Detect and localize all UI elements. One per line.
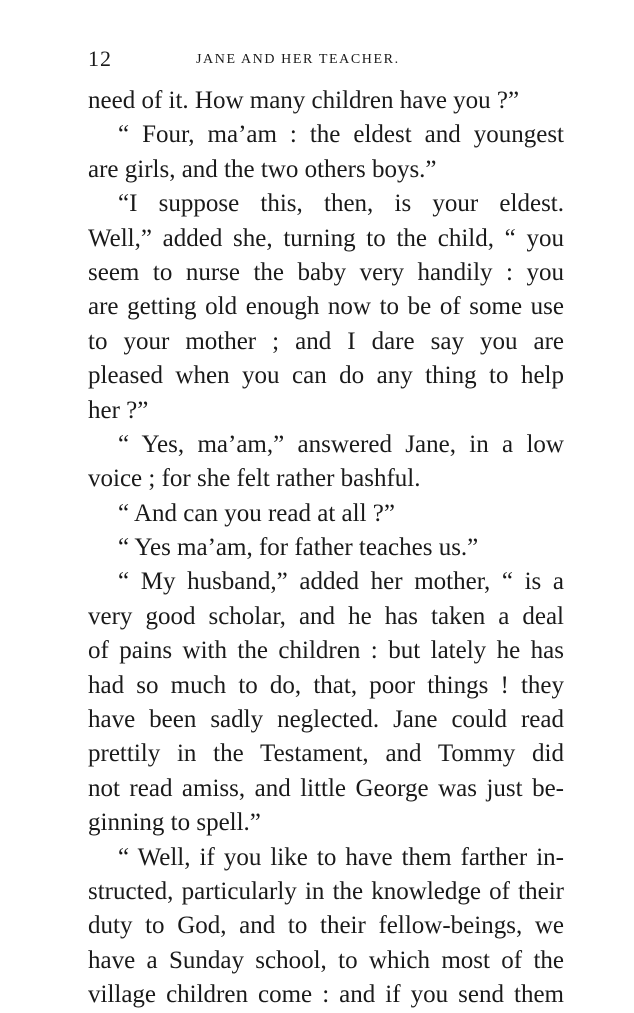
text-line: “ Yes ma’am, for father teaches us.” [118, 534, 479, 562]
text-line: had so much to do, that, poor things ! they [88, 671, 564, 699]
text-line: are girls, and the two others boys.” [88, 155, 437, 183]
text-line: structed, particularly in the knowledge of their [88, 877, 564, 905]
text-line: not read amiss, and little George was just be- [88, 774, 564, 802]
text-line: need of it. How many children have you ?” [88, 87, 520, 114]
running-head [88, 46, 564, 76]
text-line: voice ; for she felt rather bashful. [88, 465, 421, 493]
text-line: pleased when you can do any thing to help [88, 362, 564, 390]
text-line: very good scholar, and he has taken a deal [88, 602, 564, 630]
text-line: “ Well, if you like to have them farther in- [118, 843, 564, 871]
text-line: Well,” added she, turning to the child, “ you [88, 224, 564, 252]
page-number: 12 [88, 46, 112, 71]
text-line: her ?” [88, 396, 149, 424]
text-line: “ Four, ma’am : the eldest and youngest [118, 121, 564, 149]
text-line: “ My husband,” added her mother, “ is a [118, 568, 564, 596]
text-line: prettily in the Testament, and Tommy did [88, 740, 564, 768]
running-title: JANE AND HER TEACHER. [196, 52, 400, 67]
text-line: are getting old enough now to be of some use [88, 293, 564, 321]
text-line: ginning to spell.” [88, 809, 261, 837]
text-line: to your mother ; and I dare say you are [88, 327, 564, 355]
text-line: “ Yes, ma’am,” answered Jane, in a low [118, 430, 564, 458]
text-line: duty to God, and to their fellow-beings, we [88, 912, 564, 940]
text-line: “ And can you read at all ?” [118, 499, 395, 527]
text-line: have a Sunday school, to which most of the [88, 946, 564, 974]
text-line: “I suppose this, then, is your eldest. [118, 190, 564, 218]
text-line: seem to nurse the baby very handily : you [88, 258, 564, 286]
text-line: have been sadly neglected. Jane could read [88, 706, 564, 734]
text-line: of pains with the children : but lately he has [88, 637, 564, 665]
text-line: village children come : and if you send them [88, 981, 564, 1009]
body-text [88, 84, 564, 1013]
